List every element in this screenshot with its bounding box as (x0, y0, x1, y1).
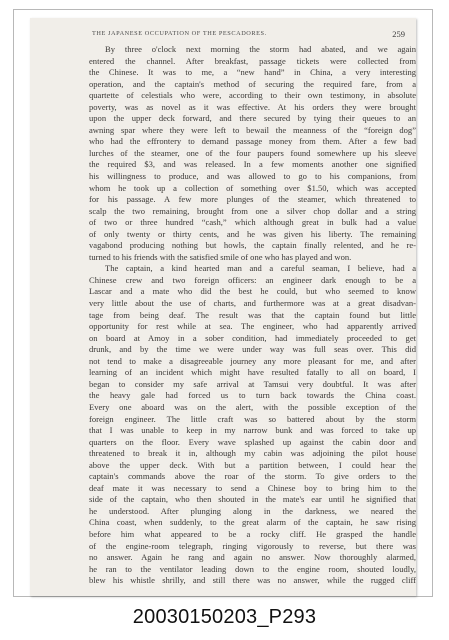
text-line: threatened to break it in, although my cabin was adjoining the pilot house (89, 448, 416, 459)
body-text (89, 44, 416, 587)
text-line: lurches of the steamer, one of the four paupers found somewhere up his sleeve (89, 147, 416, 158)
text-line: on board at Amoy in a sober condition, had immediately proceeded to get (89, 332, 416, 343)
text-line: for his passage. A few more plunges of the steamer, which threatened to (89, 194, 416, 205)
page-number: 259 (392, 29, 405, 39)
text-line: awning spar where they were left to bewail the meanness of the “foreign dog” (89, 124, 416, 135)
text-line: operation, and the captain's method of securing the required fare, from a (89, 78, 416, 89)
text-line: whom he took up a collection of something over $1.50, which was accepted (89, 182, 416, 193)
text-line: Every one aboard was on the alert, with the possible exception of the (89, 401, 416, 412)
text-line: captain's commands above the roar of the storm. To give orders to the (89, 471, 416, 482)
text-line: of only twenty or thirty cents, and he was given his liberty. The remaining (89, 228, 416, 239)
text-line: the required $3, and was released. In a few moments another one signified (89, 159, 416, 170)
text-line: vagabond producing nothing but howls, the captain finally relented, and he re- (89, 240, 416, 251)
text-line: drunk, and by the time we were under way was full seas over. This did (89, 344, 416, 355)
text-line: foreign engineer. The little craft was so battered about by the storm (89, 413, 416, 424)
text-line: the Chinese. It was to me, a “new hand” in China, a very interesting (89, 67, 416, 78)
text-line: the heavy gale had forced us to turn back towards the China coast. (89, 390, 416, 401)
text-line: By three o'clock next morning the storm had abated, and we again (105, 44, 416, 54)
text-line: he ran to the ventilator leading down to the engine room, shouted loudly, (89, 563, 416, 574)
text-line: not tend to make a disagreeable journey any more pleasant for me, and after (89, 355, 416, 366)
text-line: quarters on the floor. Every wave splashed up against the cabin door and (89, 436, 416, 447)
running-header: THE JAPANESE OCCUPATION OF THE PESCADORES. (92, 30, 267, 37)
text-line: entered the channel. After breakfast, passage tickets were collected from (89, 55, 416, 66)
text-line: above the upper deck. With but a partition between, I could hear the (89, 459, 416, 470)
text-line: learning of an incident which might have resulted fatally to all on board, I (89, 367, 416, 378)
text-line: began to consider my safe arrival at Tamsui very doubtful. It was after (89, 378, 416, 389)
text-line: turned to his friends with the satisfied smile of one who has played and won. (89, 251, 352, 262)
text-line: who had the effrontery to demand passage money from them. After a few bad (89, 136, 416, 147)
text-line: opportunity for rest while at sea. The engineer, who had apparently arrived (89, 321, 416, 332)
text-line: side of the captain, who then shouted in the mate's ear until he signified that (89, 494, 416, 505)
text-line: of two or three hundred “cash,” which although great in bulk had a value (89, 217, 416, 228)
page-header (92, 30, 408, 42)
text-line: his willingness to produce, and was allowed to go to his companions, from (89, 171, 416, 182)
text-line: that I was unable to keep in my narrow bunk and was forced to take up (89, 425, 416, 436)
book-page (30, 18, 416, 596)
text-line: quartette of celestials who were, according to their own testimony, in absolute (89, 90, 416, 101)
text-line: he understood. After plunging along in the darkness, we neared the (89, 505, 416, 516)
text-line: before him what appeared to be a rocky cliff. He grasped the handle (89, 528, 416, 539)
text-line: scalp the two remaining, brought from one a silver chop dollar and a string (89, 205, 416, 216)
image-caption: 20030150203_P293 (132, 606, 317, 628)
text-line: very little about the use of charts, and furthermore was at a great disadvan- (89, 298, 416, 309)
text-line: blew his whistle shrilly, and still there was no answer, while the rugged cliff (89, 575, 416, 586)
text-line: tage from being deaf. The result was that the captain found but little (89, 309, 416, 320)
text-line: poverty, was as novel as it was effective. At his orders they were brought (89, 101, 416, 112)
text-line: China coast, when suddenly, to the great alarm of the captain, he saw rising (89, 517, 416, 528)
text-line: upon the upper deck forward, and there secured by tying their queues to an (89, 113, 416, 124)
text-line: Lascar and a mate who did the best he could, but who seemed to know (89, 286, 416, 297)
text-line: of the engine-room telegraph, ringing vigorously to reverse, but there was (89, 540, 416, 551)
text-line: Chinese crew and two foreign officers: an engineer dark enough to be a (89, 274, 416, 285)
text-line: The captain, a kind hearted man and a careful seaman, I believe, had a (105, 263, 416, 274)
text-line: deaf mate it was necessary to send a Chinese boy to bring him to the (89, 482, 416, 493)
text-line: no answer. Again he rang and again no answer. Now thoroughly alarmed, (89, 552, 416, 563)
